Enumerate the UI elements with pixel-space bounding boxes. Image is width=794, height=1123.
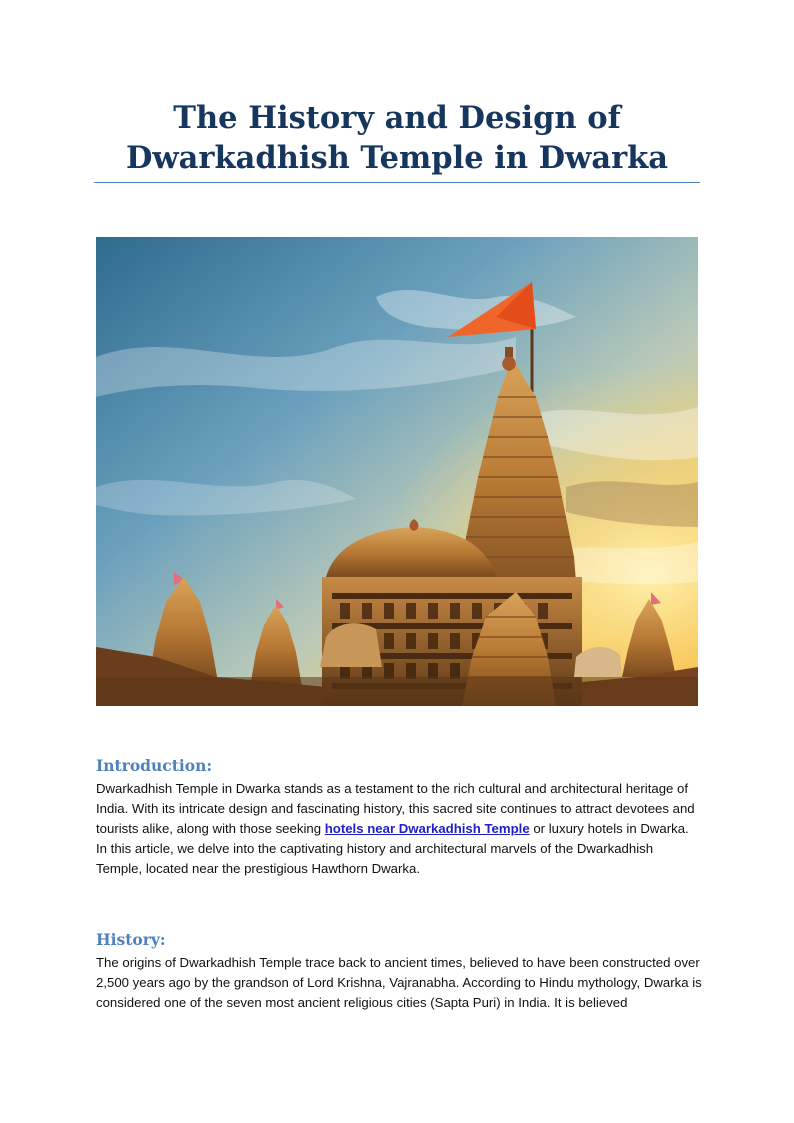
hotels-near-temple-link[interactable]: hotels near Dwarkadhish Temple [324, 821, 530, 836]
page-title [94, 98, 700, 178]
history-heading: History: [96, 930, 166, 949]
page-title-line-1: The History and Design of [173, 100, 621, 136]
introduction-heading: Introduction: [96, 756, 213, 775]
temple-photo [96, 237, 698, 706]
title-underline [94, 182, 700, 183]
introduction-text-end: or luxury hotels in Dwarka. In this article, we delve into the captivating history and architectural marvels of the Dwarkadhish Temple, located near the prestigious Hawthorn Dwarka. [96, 821, 689, 876]
page-title-line-2: Dwarkadhish Temple in Dwarka [125, 140, 669, 176]
introduction-text-start: Dwarkadhish Temple in Dwarka stands as a testament to the rich cultural and architectural heritage of India. With its intricate design and fascinating history, this sacred site continues to attract devotees and tourists alike, along with those seeking [96, 781, 695, 836]
history-paragraph: The origins of Dwarkadhish Temple trace back to ancient times, believed to have been constructed over 2,500 years ago by the grandson of Lord Krishna, Vajranabha. According to Hindu mythology, Dwarka is considered one of the seven most ancient religious cities (Sapta Puri) in India. It is believed [96, 955, 702, 1010]
introduction-paragraph [96, 779, 702, 879]
